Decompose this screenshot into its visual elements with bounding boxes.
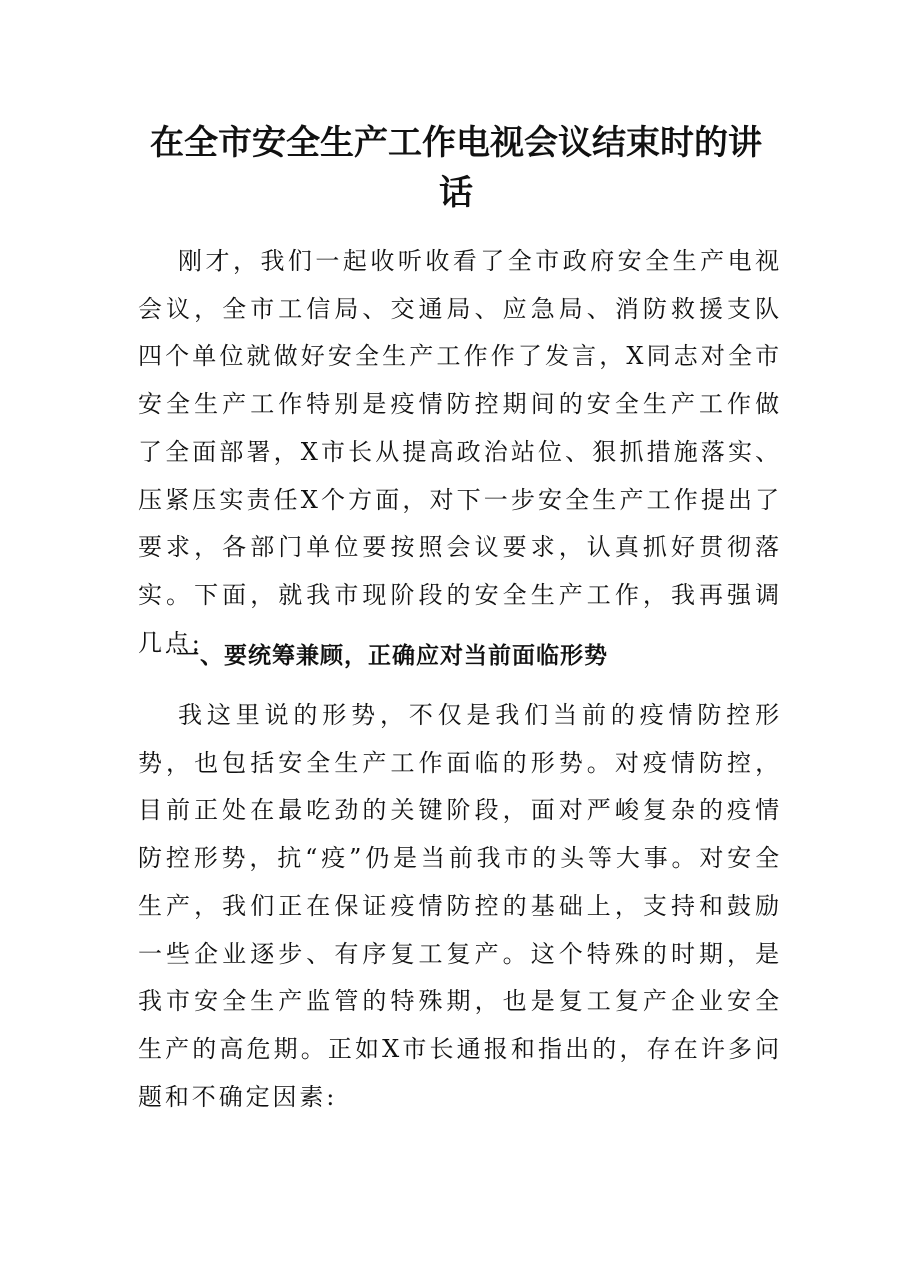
body-paragraph: 我这里说的形势，不仅是我们当前的疫情防控形势，也包括安全生产工作面临的形势。对疫情防控，目前正处在最吃劲的关键阶段，面对严峻复杂的疫情防控形势，抗“疫”仍是当前我市的头等大事。对安全生产，我们正在保证疫情防控的基础上，支持和鼓励一些企业逐步、有序复工复产。这个特殊的时期，是我市安全生产监管的特殊期，也是复工复产企业安全生产的高危期。正如X市长通报和指出的，存在许多问题和不确定因素:: [138, 701, 782, 1111]
section-heading: 一、要统筹兼顾，正确应对当前面临形势: [176, 643, 608, 669]
intro-paragraph: 刚才，我们一起收听收看了全市政府安全生产电视会议，全市工信局、交通局、应急局、消防救援支队四个单位就做好安全生产工作作了发言，X同志对全市安全生产工作特别是疫情防控期间的安全生产工作做了全面部署，X市长从提高政治站位、狠抓措施落实、压紧压实责任X个方面，对下一步安全生产工作提出了要求，各部门单位要按照会议要求，认真抓好贯彻落实。下面，就我市现阶段的安全生产工作，我再强调几点:: [138, 247, 782, 657]
document-title: 在全市安全生产工作电视会议结束时的讲话: [150, 123, 762, 213]
